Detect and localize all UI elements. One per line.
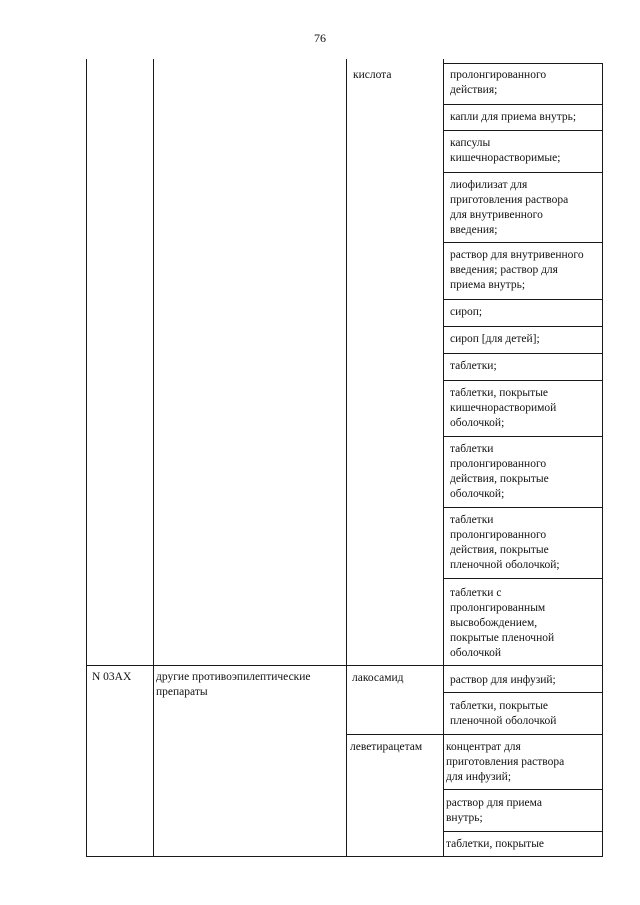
dosage-form: концентрат для приготовления раствора для инфузий; bbox=[446, 741, 565, 783]
atc-code: N 03AX bbox=[92, 671, 132, 683]
dosage-form: капсулы кишечнорастворимые; bbox=[450, 137, 561, 164]
row-divider bbox=[86, 665, 603, 666]
substance-name: лакосамид bbox=[352, 672, 404, 684]
form-divider bbox=[443, 63, 603, 64]
form-divider bbox=[443, 692, 603, 693]
table-border-bottom bbox=[86, 856, 603, 857]
dosage-form: таблетки пролонгированного действия, покрытые пленочной оболочкой; bbox=[450, 514, 560, 571]
table-border-right bbox=[602, 63, 603, 856]
dosage-form: таблетки, покрытые кишечнорастворимой оболочкой; bbox=[450, 387, 557, 429]
form-divider bbox=[443, 436, 603, 437]
substance-name: леветирацетам bbox=[350, 741, 423, 753]
dosage-form: раствор для внутривенного введения; раствор для приема внутрь; bbox=[450, 249, 584, 291]
form-divider bbox=[443, 130, 603, 131]
dosage-form: раствор для приема внутрь; bbox=[446, 797, 542, 824]
form-divider bbox=[443, 299, 603, 300]
dosage-form: таблетки, покрытые пленочной оболочкой bbox=[450, 700, 557, 727]
dosage-form: таблетки пролонгированного действия, покрытые оболочкой; bbox=[450, 443, 549, 500]
pharmacological-group: другие противоэпилептические препараты bbox=[156, 671, 311, 698]
form-divider bbox=[443, 353, 603, 354]
form-divider bbox=[443, 172, 603, 173]
substance-divider bbox=[346, 734, 603, 735]
dosage-form: пролонгированного действия; bbox=[450, 69, 547, 96]
dosage-form: раствор для инфузий; bbox=[450, 674, 556, 686]
column-divider-code bbox=[153, 59, 154, 856]
substance-name: кислота bbox=[353, 69, 392, 81]
form-divider bbox=[443, 578, 603, 579]
dosage-form: сироп [для детей]; bbox=[450, 333, 540, 345]
dosage-form: капли для приема внутрь; bbox=[450, 111, 577, 123]
form-divider bbox=[443, 789, 603, 790]
page-number: 76 bbox=[314, 31, 326, 45]
column-divider-substance bbox=[443, 59, 444, 856]
form-divider bbox=[443, 326, 603, 327]
form-divider bbox=[443, 242, 603, 243]
form-divider bbox=[443, 380, 603, 381]
dosage-form: сироп; bbox=[450, 306, 483, 318]
dosage-form: лиофилизат для приготовления раствора для внутривенного введения; bbox=[450, 179, 569, 236]
column-divider-group bbox=[346, 59, 347, 856]
form-divider bbox=[443, 104, 603, 105]
table-border-left bbox=[86, 59, 87, 856]
dosage-form: таблетки с пролонгированным высвобождением, покрытые пленочной оболочкой bbox=[450, 587, 555, 659]
dosage-form: таблетки, покрытые bbox=[446, 838, 545, 850]
form-divider bbox=[443, 507, 603, 508]
dosage-form: таблетки; bbox=[450, 360, 497, 372]
form-divider bbox=[443, 831, 603, 832]
